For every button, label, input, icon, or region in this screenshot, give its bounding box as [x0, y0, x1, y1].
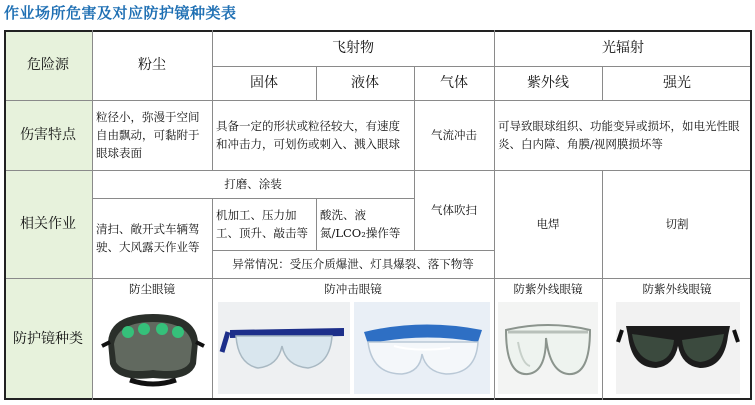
harm-dust: 粒径小，弥漫于空间自由飘动，可黏附于眼球表面 [96, 110, 200, 160]
caption-dust-glasses: 防尘眼镜 [129, 282, 175, 296]
header-dust: 粉尘 [92, 30, 212, 100]
header-flying-objects: 飞射物 [212, 30, 494, 66]
header-hazard-source: 危险源 [4, 30, 92, 100]
header-gas: 气体 [414, 66, 494, 100]
header-uv: 紫外线 [494, 66, 602, 100]
work-uv: 电焊 [536, 217, 560, 231]
caption-light-glasses: 防紫外线眼镜 [642, 282, 712, 296]
harm-solid-liquid: 具备一定的形状或粒径较大，有速度和冲击力，可划伤或刺入、溅入眼球 [216, 119, 400, 151]
work-abnormal: 异常情况：受压介质爆泄、灯具爆裂、落下物等 [232, 257, 474, 271]
uv-glasses-image [498, 302, 598, 394]
header-optical-radiation: 光辐射 [494, 30, 752, 66]
harm-radiation: 可导致眼球组织、功能变异或损坏，如电光性眼炎、白内障、角膜/视网膜损坏等 [498, 119, 740, 151]
caption-impact-glasses: 防冲击眼镜 [324, 282, 382, 296]
impact-glasses-image-1 [218, 302, 350, 394]
row-label-work: 相关作业 [4, 170, 92, 278]
header-strong-light: 强光 [602, 66, 752, 100]
strong-light-glasses-image [616, 302, 740, 394]
work-gas: 气体吹扫 [431, 203, 477, 217]
hazard-table [4, 30, 752, 400]
work-light: 切割 [665, 217, 689, 231]
caption-uv-glasses: 防紫外线眼镜 [513, 282, 583, 296]
impact-glasses-image-2 [354, 302, 490, 394]
row-label-harm: 伤害特点 [4, 100, 92, 170]
harm-gas: 气流冲击 [431, 128, 477, 142]
page-title: 作业场所危害及对应防护镜种类表 [4, 4, 237, 22]
work-solid: 机加工、压力加工、顶升、敲击等 [216, 208, 308, 240]
header-solid: 固体 [212, 66, 316, 100]
dust-goggles-image [100, 302, 206, 394]
work-liquid: 酸洗、液氮/LCO₂操作等 [320, 208, 401, 240]
work-grinding: 打磨、涂装 [224, 177, 282, 191]
row-label-glasses: 防护镜种类 [4, 278, 92, 400]
work-dust: 清扫、敞开式车辆驾驶、大风露天作业等 [96, 222, 200, 254]
header-liquid: 液体 [316, 66, 414, 100]
